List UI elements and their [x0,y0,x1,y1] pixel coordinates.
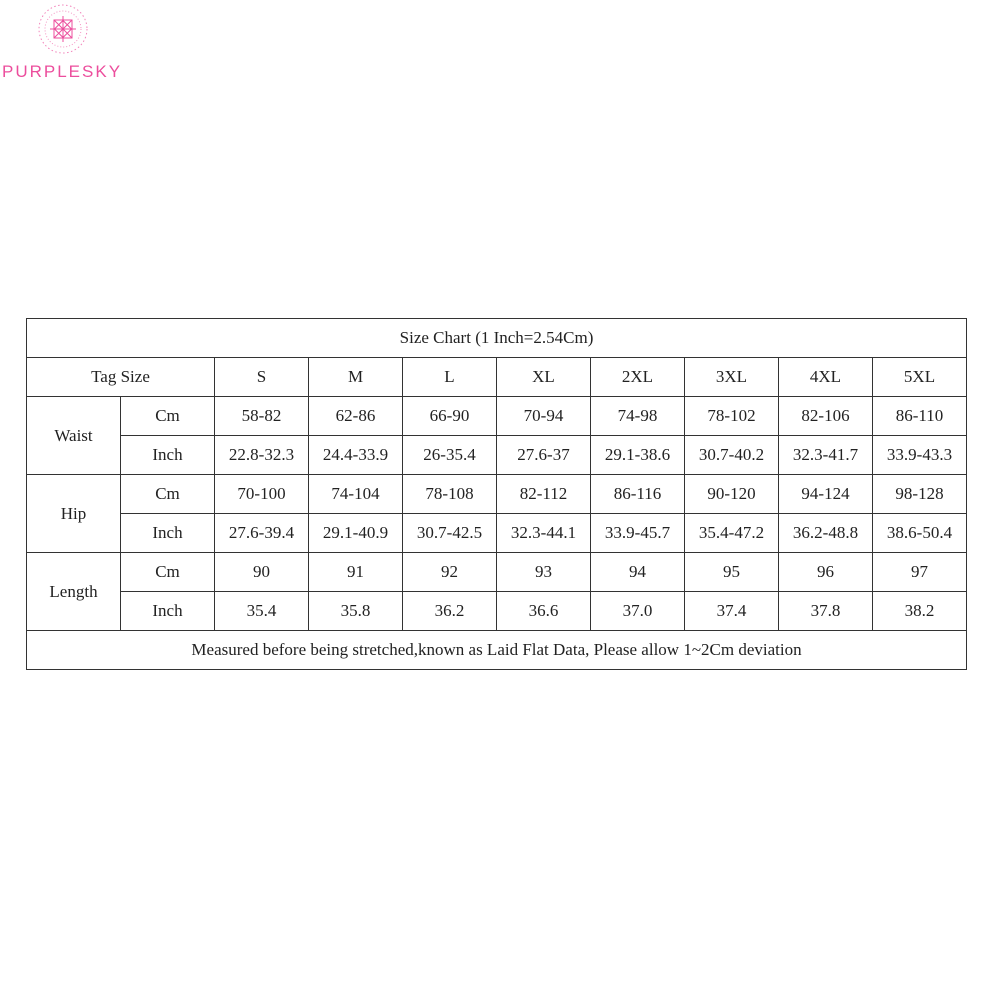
value-cell: 74-98 [591,397,685,436]
unit-label: Inch [121,592,215,631]
value-cell: 96 [779,553,873,592]
value-cell: 58-82 [215,397,309,436]
title-row [27,319,967,358]
size-chart-body [27,319,967,670]
size-header-cell: 4XL [779,358,873,397]
measurement-row [27,436,967,475]
value-cell: 29.1-38.6 [591,436,685,475]
size-header-cell: XL [497,358,591,397]
value-cell: 22.8-32.3 [215,436,309,475]
value-cell: 82-106 [779,397,873,436]
size-header-cell: 5XL [873,358,967,397]
value-cell: 90-120 [685,475,779,514]
size-chart-table [26,318,967,670]
measurement-name: Waist [27,397,121,475]
value-cell: 74-104 [309,475,403,514]
value-cell: 92 [403,553,497,592]
value-cell: 35.4 [215,592,309,631]
value-cell: 36.6 [497,592,591,631]
chart-title: Size Chart (1 Inch=2.54Cm) [27,319,967,358]
value-cell: 27.6-37 [497,436,591,475]
unit-label: Inch [121,514,215,553]
value-cell: 24.4-33.9 [309,436,403,475]
footnote-row [27,631,967,670]
value-cell: 78-102 [685,397,779,436]
brand-name: PURPLESKY [2,62,123,81]
value-cell: 36.2-48.8 [779,514,873,553]
value-cell: 35.4-47.2 [685,514,779,553]
value-cell: 82-112 [497,475,591,514]
value-cell: 78-108 [403,475,497,514]
snowflake-monogram-icon [33,2,93,58]
value-cell: 38.2 [873,592,967,631]
measurement-row [27,475,967,514]
value-cell: 33.9-43.3 [873,436,967,475]
measurement-row [27,553,967,592]
value-cell: 30.7-40.2 [685,436,779,475]
value-cell: 30.7-42.5 [403,514,497,553]
value-cell: 86-116 [591,475,685,514]
value-cell: 27.6-39.4 [215,514,309,553]
measurement-row [27,592,967,631]
value-cell: 32.3-41.7 [779,436,873,475]
value-cell: 32.3-44.1 [497,514,591,553]
value-cell: 91 [309,553,403,592]
measurement-name: Hip [27,475,121,553]
value-cell: 70-94 [497,397,591,436]
measurement-row [27,397,967,436]
value-cell: 70-100 [215,475,309,514]
size-header-cell: M [309,358,403,397]
value-cell: 35.8 [309,592,403,631]
size-header-cell: S [215,358,309,397]
value-cell: 33.9-45.7 [591,514,685,553]
value-cell: 94 [591,553,685,592]
unit-label: Inch [121,436,215,475]
measurement-footnote: Measured before being stretched,known as Laid Flat Data, Please allow 1~2Cm deviation [27,631,967,670]
size-header-cell: 3XL [685,358,779,397]
measurement-row [27,514,967,553]
value-cell: 37.8 [779,592,873,631]
value-cell: 93 [497,553,591,592]
value-cell: 62-86 [309,397,403,436]
value-cell: 66-90 [403,397,497,436]
value-cell: 36.2 [403,592,497,631]
value-cell: 26-35.4 [403,436,497,475]
value-cell: 37.0 [591,592,685,631]
value-cell: 94-124 [779,475,873,514]
value-cell: 97 [873,553,967,592]
value-cell: 90 [215,553,309,592]
tag-size-header: Tag Size [27,358,215,397]
size-header-cell: L [403,358,497,397]
value-cell: 37.4 [685,592,779,631]
unit-label: Cm [121,397,215,436]
value-cell: 86-110 [873,397,967,436]
size-header-cell: 2XL [591,358,685,397]
value-cell: 98-128 [873,475,967,514]
measurement-name: Length [27,553,121,631]
unit-label: Cm [121,553,215,592]
value-cell: 38.6-50.4 [873,514,967,553]
brand-logo [0,0,130,90]
header-row [27,358,967,397]
unit-label: Cm [121,475,215,514]
value-cell: 95 [685,553,779,592]
value-cell: 29.1-40.9 [309,514,403,553]
